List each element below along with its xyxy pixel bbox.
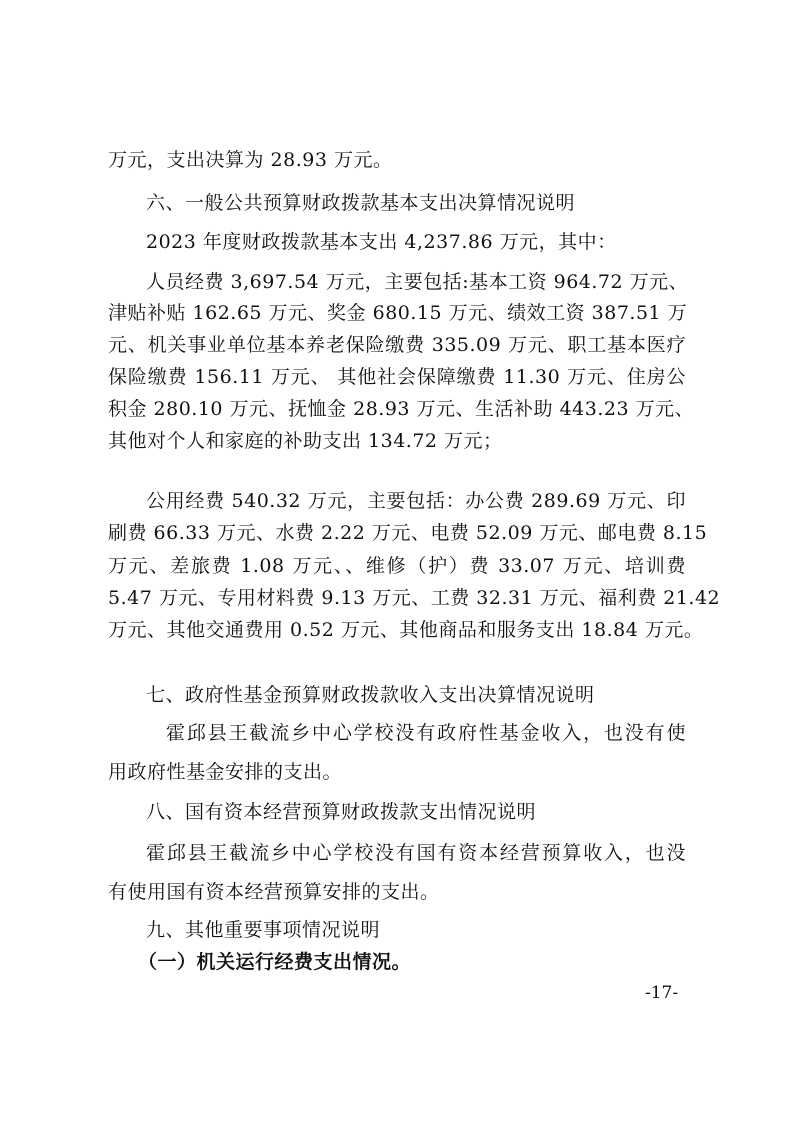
page-number: -17-	[645, 983, 679, 1003]
paragraph-line: 万元、差旅费 1.08 万元、、维修（护）费 33.07 万元、培训费	[108, 555, 686, 577]
subsection-heading-9-1: （一）机关运行经费支出情况。	[138, 951, 412, 973]
paragraph-line: 积金 280.10 万元、抚恤金 28.93 万元、生活补助 443.23 万元、	[108, 398, 695, 420]
paragraph-line: 保险缴费 156.11 万元、 其他社会保障缴费 11.30 万元、住房公	[108, 366, 686, 388]
paragraph-line: 津贴补贴 162.65 万元、奖金 680.15 万元、绩效工资 387.51 万	[108, 302, 688, 324]
paragraph-line: 刷费 66.33 万元、水费 2.22 万元、电费 52.09 万元、邮电费 8.15	[108, 522, 708, 544]
section-heading-8: 八、国有资本经营预算财政拨款支出情况说明	[146, 801, 537, 823]
paragraph-line: 公用经费 540.32 万元，主要包括：办公费 289.69 万元、印	[146, 490, 686, 512]
paragraph-line: 2023 年度财政拨款基本支出 4,237.86 万元，其中：	[146, 231, 617, 253]
paragraph-line: 5.47 万元、专用材料费 9.13 万元、工费 32.31 万元、福利费 21.42	[108, 587, 721, 609]
section-heading-6: 六、一般公共预算财政拨款基本支出决算情况说明	[146, 192, 576, 214]
paragraph-line: 万元，支出决算为 28.93 万元。	[108, 149, 393, 171]
paragraph-line: 人员经费 3,697.54 万元，主要包括:基本工资 964.72 万元、	[146, 271, 689, 293]
paragraph-line: 其他对个人和家庭的补助支出 134.72 万元；	[108, 430, 503, 452]
paragraph-line: 霍邱县王截流乡中心学校没有国有资本经营预算收入，也没	[146, 842, 686, 864]
paragraph-line: 用政府性基金安排的支出。	[108, 761, 343, 783]
paragraph-line: 有使用国有资本经营预算安排的支出。	[108, 881, 440, 903]
paragraph-line: 元、机关事业单位基本养老保险缴费 335.09 万元、职工基本医疗	[108, 334, 686, 356]
section-heading-9: 九、其他重要事项情况说明	[146, 919, 381, 941]
paragraph-line: 霍邱县王截流乡中心学校没有政府性基金收入，也没有使	[166, 722, 686, 744]
section-heading-7: 七、政府性基金预算财政拨款收入支出决算情况说明	[146, 684, 595, 706]
paragraph-line: 万元、其他交通费用 0.52 万元、其他商品和服务支出 18.84 万元。	[108, 619, 704, 641]
